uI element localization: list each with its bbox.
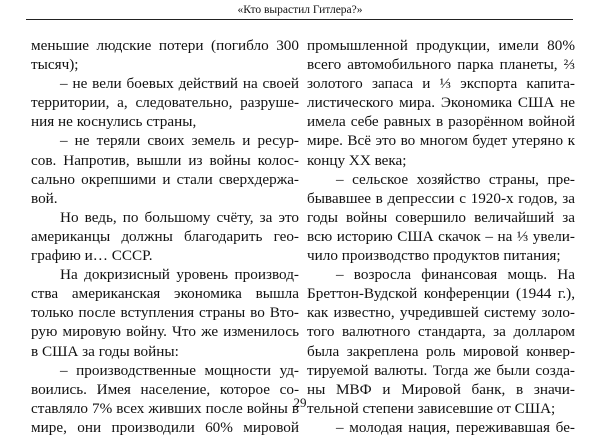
text-line: тируемой валюты. Тогда же были созда- bbox=[307, 361, 575, 379]
text-line: всего автомобильного парка планеты, ⅔ bbox=[307, 56, 575, 74]
right-text-column bbox=[307, 36, 575, 437]
text-line: была закреплена роль мировой конвер- bbox=[307, 342, 575, 360]
text-line: листического мира. Экономика США не bbox=[307, 94, 575, 112]
running-header: «Кто вырастил Гитлера?» bbox=[237, 4, 363, 16]
text-line: – производственные мощности уд- bbox=[60, 361, 299, 379]
text-line: – сельское хозяйство страны, пре- bbox=[336, 170, 575, 188]
page-number: 29 bbox=[293, 395, 307, 410]
text-line: графию и… СССР. bbox=[31, 247, 153, 265]
text-line: золотого запаса и ⅓ экспорта капита- bbox=[307, 75, 575, 93]
text-line: рую мировую войну. Что же изменилось bbox=[31, 323, 299, 341]
text-line: территории, а, следовательно, разруше- bbox=[31, 94, 299, 112]
text-line: промышленной продукции, имели 80% bbox=[307, 37, 575, 54]
text-line: Но ведь, по большому счёту, за это bbox=[60, 208, 299, 226]
text-line: ны МВФ и Мировой банк, в значи- bbox=[307, 380, 575, 398]
text-line: концу XX века; bbox=[307, 151, 407, 169]
text-line: вой. bbox=[31, 189, 58, 207]
left-text-column bbox=[31, 36, 299, 437]
text-line: – не теряли своих земель и ресур- bbox=[60, 132, 299, 150]
text-line: ния не коснулись страны, bbox=[31, 113, 197, 131]
text-line: ставляло 7% всех живших после войны в bbox=[31, 399, 299, 417]
text-line: меньшие людские потери (погибло 300 bbox=[31, 37, 299, 54]
text-line: того валютного стандарта, за долларом bbox=[307, 323, 575, 341]
text-line: как известно, учредившей систему золо- bbox=[307, 304, 575, 322]
text-line: бывавшее в депрессии с 1920-х годов, за bbox=[307, 189, 575, 207]
text-line: имела себе равных в разорённом войной bbox=[307, 113, 575, 131]
header-rule bbox=[26, 19, 573, 20]
text-line: только после вступления страны во Вто- bbox=[31, 304, 299, 322]
text-line: годы войны совершило величайший за bbox=[307, 208, 575, 226]
text-line: – молодая нация, переживавшая бе- bbox=[336, 418, 575, 436]
text-line: ства американская экономика вышла bbox=[31, 285, 299, 303]
text-line: воились. Имея население, которое со- bbox=[31, 380, 299, 398]
text-line: сально окрепшими и стали сверхдержа- bbox=[31, 170, 299, 188]
text-line: На докризисный уровень производ- bbox=[60, 266, 299, 284]
text-line: мире, они производили 60% мировой bbox=[31, 418, 299, 436]
text-line: тельной степени зависевшие от США; bbox=[307, 399, 556, 417]
text-line: мире. Всё это во многом будет утеряно к bbox=[307, 132, 575, 150]
text-line: – не вели боевых действий на своей bbox=[60, 75, 299, 93]
text-line: чило производство продуктов питания; bbox=[307, 247, 561, 265]
text-line: в США за годы войны: bbox=[31, 342, 179, 360]
text-line: американцы должны благодарить гео- bbox=[31, 227, 299, 245]
text-line: тысяч); bbox=[31, 56, 79, 74]
text-line: сов. Напротив, вышли из войны колос- bbox=[31, 151, 299, 169]
text-line: – возросла финансовая мощь. На bbox=[336, 266, 575, 284]
text-line: Бреттон-Вудской конференции (1944 г.), bbox=[307, 285, 575, 303]
text-line: всю историю США скачок – на ⅓ увели- bbox=[307, 227, 575, 245]
